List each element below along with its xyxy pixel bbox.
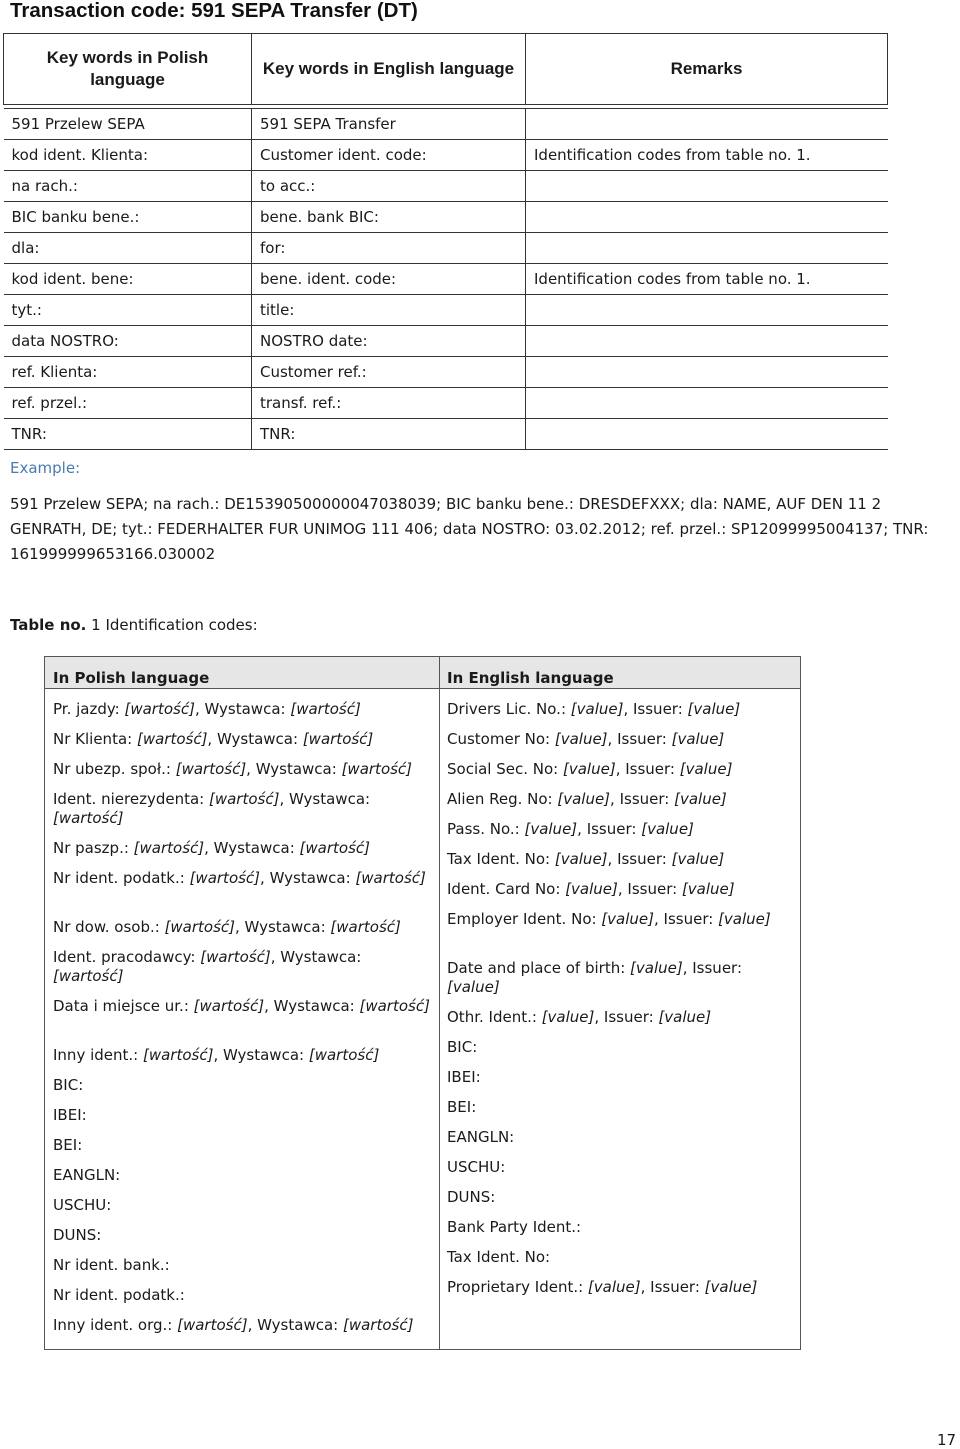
- english-keyword-cell: Customer ref.:: [252, 357, 526, 388]
- polish-code-item: [53, 1256, 433, 1275]
- code-text: Drivers Lic. No.:: [447, 700, 571, 718]
- placeholder-value: [value]: [565, 880, 618, 898]
- code-text: , Wystawca:: [247, 1316, 343, 1334]
- header-remarks: Remarks: [526, 34, 888, 105]
- table-caption: [10, 616, 258, 634]
- english-code-item: [447, 880, 797, 899]
- english-code-item: [447, 1278, 797, 1297]
- code-text: Inny ident.:: [53, 1046, 143, 1064]
- english-code-item: [447, 820, 797, 839]
- polish-keyword-cell: kod ident. bene:: [4, 264, 252, 295]
- code-text: , Wystawca:: [270, 948, 362, 966]
- placeholder-value: [value]: [674, 790, 727, 808]
- remarks-cell: [526, 202, 888, 233]
- code-text: USCHU:: [447, 1158, 506, 1176]
- id-header-polish: In Polish language: [53, 669, 210, 687]
- identification-codes-table: [44, 656, 801, 1350]
- code-text: BEI:: [53, 1136, 83, 1154]
- polish-code-item: [53, 730, 433, 749]
- polish-keyword-cell: ref. Klienta:: [4, 357, 252, 388]
- polish-code-item: [53, 1106, 433, 1125]
- code-text: DUNS:: [447, 1188, 496, 1206]
- english-code-item: [447, 700, 797, 719]
- english-code-item: [447, 760, 797, 779]
- code-text: , Wystawca:: [279, 790, 371, 808]
- header-english: Key words in English language: [252, 34, 526, 105]
- placeholder-value: [value]: [554, 850, 608, 868]
- table-caption-bold: Table no.: [10, 616, 87, 634]
- english-keyword-cell: 591 SEPA Transfer: [252, 109, 526, 140]
- code-text: , Wystawca:: [194, 700, 291, 718]
- polish-code-item: [53, 918, 433, 937]
- english-keyword-cell: to acc.:: [252, 171, 526, 202]
- polish-keyword-cell: ref. przel.:: [4, 388, 252, 419]
- placeholder-value: [value]: [587, 1278, 641, 1296]
- polish-code-item: [53, 1286, 433, 1305]
- english-code-item: [447, 1068, 797, 1087]
- code-text: , Wystawca:: [246, 760, 342, 778]
- code-text: Inny ident. org.:: [53, 1316, 178, 1334]
- english-code-item: [447, 1098, 797, 1117]
- code-text: , Issuer:: [654, 910, 719, 928]
- remarks-cell: [526, 357, 888, 388]
- polish-code-item: [53, 1196, 433, 1215]
- code-text: DUNS:: [53, 1226, 102, 1244]
- english-keyword-cell: NOSTRO date:: [252, 326, 526, 357]
- placeholder-value: [wartość]: [355, 869, 426, 887]
- placeholder-value: [wartość]: [133, 839, 205, 857]
- english-code-item: [447, 1188, 797, 1207]
- placeholder-value: [value]: [557, 790, 611, 808]
- code-text: BIC:: [447, 1038, 478, 1056]
- code-text: BIC:: [53, 1076, 84, 1094]
- code-text: Nr paszp.:: [53, 839, 134, 857]
- placeholder-value: [wartość]: [299, 839, 370, 857]
- placeholder-value: [wartość]: [308, 1046, 380, 1064]
- table-row: [4, 109, 888, 140]
- remarks-cell: [526, 171, 888, 202]
- placeholder-value: [wartość]: [200, 948, 271, 966]
- placeholder-value: [value]: [658, 1008, 712, 1026]
- polish-code-item: [53, 839, 433, 858]
- code-text: Othr. Ident.:: [447, 1008, 542, 1026]
- code-text: Nr dow. osob.:: [53, 918, 165, 936]
- placeholder-value: [wartość]: [164, 918, 236, 936]
- placeholder-value: [wartość]: [53, 967, 124, 985]
- placeholder-value: [wartość]: [189, 869, 261, 887]
- placeholder-value: [wartość]: [124, 700, 195, 718]
- table-header-row: [4, 34, 888, 105]
- placeholder-value: [value]: [641, 820, 694, 838]
- code-text: , Issuer:: [610, 790, 675, 808]
- code-text: EANGLN:: [53, 1166, 121, 1184]
- polish-keyword-cell: tyt.:: [4, 295, 252, 326]
- english-keyword-cell: bene. bank BIC:: [252, 202, 526, 233]
- table-row: [4, 357, 888, 388]
- example-text: 591 Przelew SEPA; na rach.: DE15390500000047038039; BIC banku bene.: DRESDEFXXX; dla: NAME, AUF DEN 11 2 GENRATH, DE; tyt.: FEDERHALTER FUR UNIMOG 111 406; data NOSTRO: 03.02.2012; ref. przel.: SP12099995004137; TNR: 161999999653166.030002: [10, 495, 929, 563]
- english-code-item: [447, 1158, 797, 1177]
- code-text: IBEI:: [53, 1106, 87, 1124]
- english-code-item: [447, 730, 797, 749]
- placeholder-value: [value]: [524, 820, 578, 838]
- code-text: BEI:: [447, 1098, 477, 1116]
- placeholder-value: [wartość]: [330, 918, 401, 936]
- polish-code-item: [53, 790, 433, 828]
- code-text: Data i miejsce ur.:: [53, 997, 194, 1015]
- code-text: Bank Party Ident.:: [447, 1218, 582, 1236]
- placeholder-value: [wartość]: [290, 700, 361, 718]
- polish-code-item: [53, 760, 433, 779]
- code-text: Nr Klienta:: [53, 730, 137, 748]
- english-code-item: [447, 790, 797, 809]
- polish-code-item: [53, 1316, 433, 1335]
- page-number: 17: [937, 1431, 957, 1449]
- remarks-cell: [526, 109, 888, 140]
- polish-keyword-cell: 591 Przelew SEPA: [4, 109, 252, 140]
- polish-keyword-cell: BIC banku bene.:: [4, 202, 252, 233]
- placeholder-value: [value]: [630, 959, 683, 977]
- code-text: , Wystawca:: [264, 997, 360, 1015]
- code-text: , Issuer:: [640, 1278, 705, 1296]
- code-text: , Issuer:: [623, 700, 688, 718]
- english-keyword-cell: title:: [252, 295, 526, 326]
- placeholder-value: [wartość]: [208, 790, 280, 808]
- polish-code-item: [53, 1076, 433, 1095]
- column-divider: [439, 657, 440, 1349]
- code-text: IBEI:: [447, 1068, 481, 1086]
- table-row: [4, 202, 888, 233]
- polish-keyword-cell: dla:: [4, 233, 252, 264]
- polish-code-item: [53, 1046, 433, 1065]
- polish-keyword-cell: TNR:: [4, 419, 252, 450]
- placeholder-value: [value]: [671, 730, 725, 748]
- placeholder-value: [value]: [601, 910, 655, 928]
- english-code-item: [447, 1218, 797, 1237]
- placeholder-value: [wartość]: [193, 997, 265, 1015]
- transaction-keywords-table: [3, 33, 888, 450]
- placeholder-value: [value]: [563, 760, 616, 778]
- code-text: Nr ident. podatk.:: [53, 869, 190, 887]
- placeholder-value: [value]: [570, 700, 624, 718]
- remarks-cell: Identification codes from table no. 1.: [526, 140, 888, 171]
- remarks-cell: [526, 419, 888, 450]
- english-code-item: [447, 850, 797, 869]
- code-text: , Issuer:: [577, 820, 642, 838]
- polish-keyword-cell: na rach.:: [4, 171, 252, 202]
- code-text: Customer No:: [447, 730, 555, 748]
- polish-code-item: [53, 1136, 433, 1155]
- placeholder-value: [wartość]: [177, 1316, 248, 1334]
- code-text: Ident. pracodawcy:: [53, 948, 201, 966]
- placeholder-value: [value]: [704, 1278, 758, 1296]
- table-caption-rest: 1 Identification codes:: [86, 616, 258, 634]
- english-keyword-cell: TNR:: [252, 419, 526, 450]
- header-polish: Key words in Polish language: [4, 34, 252, 105]
- code-text: Tax Ident. No:: [447, 850, 555, 868]
- code-text: USCHU:: [53, 1196, 112, 1214]
- table-row: [4, 295, 888, 326]
- placeholder-value: [value]: [541, 1008, 595, 1026]
- code-text: Pass. No.:: [447, 820, 525, 838]
- page-title: Transaction code: 591 SEPA Transfer (DT): [10, 0, 418, 22]
- table-row: [4, 388, 888, 419]
- polish-code-item: [53, 948, 433, 986]
- code-text: , Issuer:: [594, 1008, 659, 1026]
- english-code-item: [447, 959, 797, 997]
- code-text: Ident. nierezydenta:: [53, 790, 209, 808]
- placeholder-value: [value]: [447, 978, 500, 996]
- english-keyword-cell: transf. ref.:: [252, 388, 526, 419]
- english-code-item: [447, 1248, 797, 1267]
- polish-code-item: [53, 869, 433, 888]
- placeholder-value: [wartość]: [302, 730, 374, 748]
- code-text: EANGLN:: [447, 1128, 515, 1146]
- placeholder-value: [wartość]: [142, 1046, 214, 1064]
- code-text: , Issuer:: [607, 730, 672, 748]
- polish-code-item: [53, 1166, 433, 1185]
- placeholder-value: [value]: [718, 910, 771, 928]
- code-text: Employer Ident. No:: [447, 910, 602, 928]
- english-code-item: [447, 910, 797, 929]
- table-row: [4, 140, 888, 171]
- code-text: Alien Reg. No:: [447, 790, 558, 808]
- placeholder-value: [wartość]: [341, 760, 413, 778]
- polish-code-item: [53, 700, 433, 719]
- id-table-header: [45, 657, 800, 689]
- english-code-item: [447, 1038, 797, 1057]
- placeholder-value: [value]: [671, 850, 725, 868]
- remarks-cell: Identification codes from table no. 1.: [526, 264, 888, 295]
- english-keyword-cell: Customer ident. code:: [252, 140, 526, 171]
- english-keyword-cell: bene. ident. code:: [252, 264, 526, 295]
- placeholder-value: [value]: [687, 700, 741, 718]
- code-text: , Wystawca:: [235, 918, 331, 936]
- code-text: Nr ident. bank.:: [53, 1256, 170, 1274]
- code-text: Date and place of birth:: [447, 959, 631, 977]
- code-text: Pr. jazdy:: [53, 700, 125, 718]
- remarks-cell: [526, 388, 888, 419]
- polish-keyword-cell: data NOSTRO:: [4, 326, 252, 357]
- remarks-cell: [526, 233, 888, 264]
- placeholder-value: [value]: [554, 730, 608, 748]
- code-text: , Wystawca:: [260, 869, 356, 887]
- placeholder-value: [value]: [681, 880, 735, 898]
- code-text: Tax Ident. No:: [447, 1248, 551, 1266]
- code-text: , Wystawca:: [213, 1046, 309, 1064]
- table-row: [4, 326, 888, 357]
- table-row: [4, 419, 888, 450]
- remarks-cell: [526, 295, 888, 326]
- english-code-item: [447, 1008, 797, 1027]
- code-text: Nr ubezp. społ.:: [53, 760, 176, 778]
- table-row: [4, 264, 888, 295]
- placeholder-value: [wartość]: [175, 760, 247, 778]
- table-row: [4, 233, 888, 264]
- table-row: [4, 171, 888, 202]
- code-text: Ident. Card No:: [447, 880, 566, 898]
- placeholder-value: [wartość]: [136, 730, 208, 748]
- example-label: Example:: [10, 459, 81, 477]
- placeholder-value: [wartość]: [53, 809, 124, 827]
- code-text: , Issuer:: [607, 850, 672, 868]
- code-text: , Issuer:: [682, 959, 743, 977]
- placeholder-value: [wartość]: [342, 1316, 414, 1334]
- code-text: , Issuer:: [617, 880, 682, 898]
- id-header-english: In English language: [447, 669, 614, 687]
- code-text: Proprietary Ident.:: [447, 1278, 588, 1296]
- polish-keyword-cell: kod ident. Klienta:: [4, 140, 252, 171]
- code-text: , Issuer:: [615, 760, 680, 778]
- placeholder-value: [wartość]: [359, 997, 430, 1015]
- remarks-cell: [526, 326, 888, 357]
- code-text: , Wystawca:: [204, 839, 300, 857]
- polish-code-item: [53, 1226, 433, 1245]
- english-keyword-cell: for:: [252, 233, 526, 264]
- code-text: Nr ident. podatk.:: [53, 1286, 185, 1304]
- english-code-item: [447, 1128, 797, 1147]
- placeholder-value: [value]: [679, 760, 733, 778]
- polish-code-item: [53, 997, 433, 1016]
- code-text: , Wystawca:: [207, 730, 303, 748]
- code-text: Social Sec. No:: [447, 760, 563, 778]
